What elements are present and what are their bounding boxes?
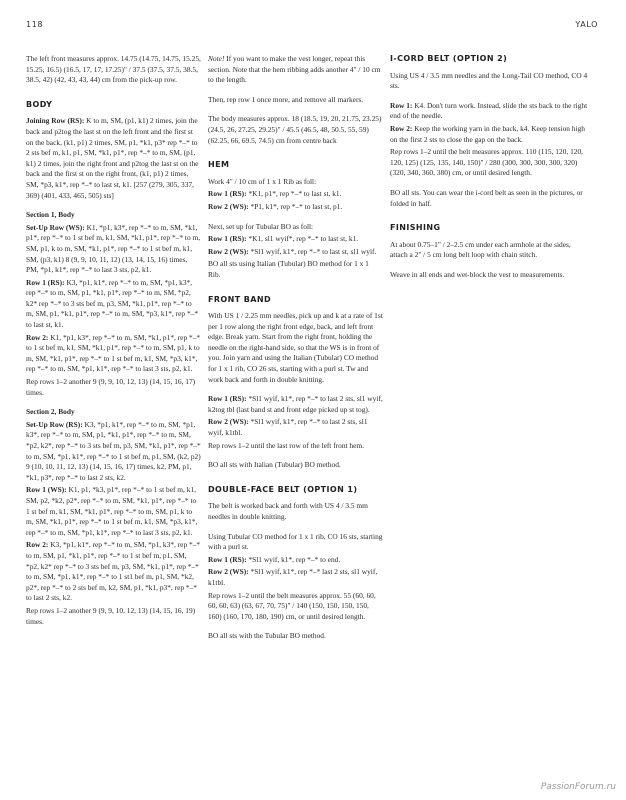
- double-face-belt-heading: DOUBLE-FACE BELT (OPTION 1): [208, 484, 358, 494]
- row-text: K3, *p1, k1*, rep *–* to m, SM, *p1, k3*, rep *–* to m, SM, p1, *k1, p1*, rep *–* to 1 st bef m, p1, SM, *p2, k2* rep *–* to 3 sts bef m, p3, SM, *k1, p1*, rep *–* to m, SM, *p1, k1*, rep *–* to 1 st1 bef m, p1, SM, *k2, p2*, rep *–* to 2 sts bef m, k2, SM, p1, *k1, p3*, rep *–* to last 2 sts, k2.: [26, 540, 201, 603]
- joining-row: [26, 116, 201, 201]
- section-1-heading: Section 1, Body: [26, 210, 75, 220]
- front-band-text: With US 1 / 2.25 mm needles, pick up and k at a rate of 1st per 1 row along the right front edge, back, and left front edge. Break yarn. Start from the right front, holding the needle on the right-hand side, so that the WS is in front of you. Join yarn and using the Italian (Tubular) CO method for 1 x 1 rib, CO 26 sts, starting with a purl st. Tw and work back and forth in double knitting.: [208, 311, 383, 384]
- row-label: Row 2:: [26, 332, 49, 342]
- row-label: Row 2:: [26, 540, 49, 550]
- left-front-measure: The left front measures approx. 14.75 (14.75, 14.75, 15.25, 15.25, 16.5) (16.5, 17, 17, 17.25)" / 37.5 (37.5, 37.5, 38.5, 38.5, 42) (42, 43, 43, 44) cm from the pick-up row.: [26, 54, 201, 85]
- row-text: K4. Don't turn work. Instead, slide the sts back to the right end of the needle.: [390, 100, 588, 121]
- s1-row-2: [26, 333, 201, 375]
- finishing-text: At about 0.75–1" / 2–2.5 cm under each armhole at the sides, attach a 2" / 5 cm long belt loop with chain stitch.: [390, 239, 571, 260]
- page-number: 118: [26, 20, 44, 29]
- s2-row-2: [26, 540, 201, 604]
- s1-repeat: Rep rows 1–2 another 9 (9, 9, 10, 12, 13) (14, 15, 16, 17) times.: [26, 377, 196, 397]
- ic-repeat: Rep rows 1–2 until the belt measures approx. 110 (115, 120, 120, 120, 125) (125, 135, 140, 150)" / 280 (300, 300, 300, 300, 320) (320, 340, 360, 380) cm, or until desired length.: [390, 147, 584, 178]
- column-2: [208, 54, 383, 651]
- row-label: Row 1 (RS):: [26, 277, 65, 287]
- book-title: YALO: [575, 20, 598, 29]
- front-band-heading: FRONT BAND: [208, 294, 271, 304]
- tubular-bo: BO all sts using Italian (Tubular) BO method for 1 x 1 Rib.: [208, 259, 369, 279]
- tubular-row-2: [208, 247, 383, 258]
- row-label: Row 1:: [390, 100, 413, 110]
- dfb-co: Using Tubular CO method for 1 x 1 rib, CO 16 sts, starting with a purl st.: [208, 531, 383, 552]
- body-measure: The body measures approx. 18 (18.5, 19, 20, 21.75, 23.25) (24.5, 26, 27.25, 29.25)" / 45.5 (46.5, 48, 50.5, 55, 59) (62.25, 66, 69.5, 74.5) cm from centre back: [208, 114, 382, 145]
- note: [208, 54, 383, 86]
- hem-intro: Work 4" / 10 cm of 1 x 1 Rib as foll:: [208, 176, 317, 186]
- finishing-weave: Weave in all ends and wet-block the vest to measurements.: [390, 269, 565, 279]
- row-label: Row 1 (RS):: [208, 394, 247, 404]
- ic-row-2: [390, 124, 590, 145]
- fb-repeat: Rep rows 1–2 until the last row of the left front hem.: [208, 440, 364, 450]
- note-label: Note!: [208, 54, 225, 63]
- ic-bo: BO all sts. You can wear the i-cord belt as seen in the pictures, or folded in half.: [390, 187, 583, 208]
- hem-row-2: [208, 202, 383, 213]
- dfb-repeat: Rep rows 1–2 until the belt measures approx. 55 (60, 60, 60, 60, 63) (63, 67, 70, 75)" / 140 (150, 150, 150, 150, 160) (160, 170, 180, 190) cm, or until desired length.: [208, 590, 376, 621]
- row-text: K3, *p1, k1*, rep *–* to m, SM, *p1, k3*, rep *–* to m, SM, p1, *k1, p1*, rep *–* to m, SM, *p2, k2*, rep *–* to 3 sts bef m, p3, SM, *k1, p1*, rep *–* to m, SM, *p1, k1*, rep *–* to 1 st bef m, p1, SM, (k2, p2) 9 (10, 10, 11, 12, 13) (14, 15, 16, 17) times, k2, PM, p1, *k1, p3*, rep *–* to last 2 sts, k2.: [26, 419, 201, 482]
- s2-repeat: Rep rows 1–2 another 9 (9, 9, 10, 12, 13) (14, 15, 16, 19) times.: [26, 605, 196, 626]
- fb-row-2: [208, 417, 383, 438]
- row-text: *Sl1 wyif, k1*, rep *–* to last 2 sts, sl1 wyif, k2tog tbl (last band st and front edge picked up st tog).: [208, 394, 383, 414]
- row-label: Row 1 (WS):: [26, 485, 67, 495]
- column-1: [26, 54, 201, 636]
- finishing-heading: FINISHING: [390, 223, 441, 233]
- row-label: Joining Row (RS):: [26, 116, 85, 126]
- row-label: Set-Up Row (RS):: [26, 419, 83, 429]
- tubular-intro: Next, set up for Tubular BO as foll:: [208, 221, 314, 231]
- row-label: Row 1 (RS):: [208, 554, 247, 564]
- row-text: K1, *p1, k3*, rep *–* to m, SM, *k1, p1*, rep *–* to 1 st bef m, k1, SM, *k1, p1*, rep *–* to m, SM, p1, k to m, SM, *k1, p1*, rep *–* to 1 st bef m, k1, SM, (p3, k1) 8 (9, 9, 10, 11, 12) (13, 14, 15, 16) times, PM, *p1, k1*, rep *–* to last 3 sts, p2, k1.: [26, 222, 201, 275]
- then-text: Then, rep row 1 once more, and remove all markers.: [208, 94, 364, 104]
- hem-row-1: [208, 189, 383, 200]
- s1-row-1: [26, 278, 201, 331]
- row-label: Row 2:: [390, 123, 413, 133]
- tubular-row-1: [208, 234, 383, 245]
- row-label: Row 2 (WS):: [208, 417, 249, 427]
- row-text: *K1, p1*, rep *–* to last st, k1.: [246, 189, 342, 199]
- s1-setup-row: [26, 223, 201, 276]
- row-text: K3, *p1, k1*, rep *–* to m, SM, *p1, k3*, rep *–* to m, SM, p1, *k1, p1*, rep *–* to m, SM, *p2, k2* rep *–* to 3 sts bef m, p3, SM, *k1, p1*, rep *–* to m, SM, p1, *k1, p1*, rep *–* to m, SM, *p3, k1*, rep *–* to last st, k1.: [26, 277, 199, 330]
- row-text: *Sl1 wyif, k1*, rep *–* to last st, sl1 wyif.: [248, 246, 377, 256]
- row-text: *K1, sl1 wyif*, rep *–* to last st, k1.: [246, 234, 359, 244]
- row-label: Set-Up Row (WS):: [26, 222, 85, 232]
- row-label: Row 1 (RS):: [208, 189, 247, 199]
- body-heading: BODY: [26, 99, 53, 109]
- row-label: Row 2 (WS):: [208, 567, 249, 577]
- section-2-heading: Section 2, Body: [26, 407, 75, 417]
- s2-setup-row: [26, 420, 201, 484]
- fb-row-1: [208, 394, 383, 415]
- dfb-intro: The belt is worked back and forth with US 4 / 3.5 mm needles in double knitting.: [208, 501, 368, 521]
- hem-heading: HEM: [208, 160, 230, 170]
- row-text: K to m, SM, (p1, k1) 2 times, join the back and p2tog the last st on the left front and the first st on the back, (k1, p1) 2 times, SM, p1, *k1, p3* rep *–* to 2 sts bef m, k1, p1, SM, *k1, p1*, rep *–* to m, SM, (p1, k1) 2 times, join the right front and p2tog the last st on the back and the first st on the right front, (k1, p1) 2 times, SM, *p3, k1*, rep *–* to last st, k1. [257 (279, 305, 337, 369) (401, 433, 465, 505) sts]: [26, 116, 199, 200]
- row-text: *Sl1 wyif, k1*, rep *–* to last 2 sts, sl1 wyif, k1tbl.: [208, 417, 368, 438]
- row-text: K1, *p1, k3*, rep *–* to m, SM, *k1, p1*, rep *–* to 1 st bef m, k1, SM, *k1, p1*, rep *–* to m, SM, p1, k to m, SM, *k1, p1*, rep *–* to 1 st bef m, k1, SM, *p3, k1*, rep *–* to m, SM, *p1, k1*, rep *–* to last 3 sts, p2, k1.: [26, 332, 201, 374]
- row-text: *P1, k1*, rep *–* to last st, p1.: [248, 201, 343, 211]
- note-text: If you want to make the vest longer, repeat this section. Note that the hem ribbing adds another 4" / 10 cm to the length.: [208, 54, 381, 85]
- dfb-bo: BO all sts with the Tubular BO method.: [208, 631, 326, 641]
- s2-row-1: [26, 485, 201, 538]
- ic-row-1: [390, 101, 590, 122]
- row-label: Row 2 (WS):: [208, 246, 249, 256]
- row-text: Keep the working yarn in the back, k4. Keep tension high on the first 2 sts to close the gap on the back.: [390, 123, 585, 144]
- icord-belt-heading: I-CORD BELT (OPTION 2): [390, 54, 508, 63]
- row-text: *Sl1 wyif, k1*, rep *–* last 2 sts, sl1 wyif, k1tbl.: [208, 567, 378, 587]
- column-3: [390, 54, 590, 290]
- row-text: K1, p1, *k3, p1*, rep *–* to 1 st bef m, k1, SM, p2, *k2, p2*, rep *–* to m, SM, *k1, p1*, rep *–* to 1 st bef m, k1, SM, *k1, p1*, rep *–* to m, SM, p1, k to m, SM, *k1, p1*, rep *–* to 1 st bef m, k1, SM, *p3, k1*, rep *–* to m, SM, *p1, k1*, rep *–* to last 3 sts, p2, k1.: [26, 485, 198, 537]
- dfb-row-2: [208, 567, 383, 588]
- row-label: Row 1 (RS):: [208, 234, 247, 244]
- row-label: Row 2 (WS):: [208, 201, 249, 211]
- icord-intro: Using US 4 / 3.5 mm needles and the Long-Tail CO method, CO 4 sts.: [390, 70, 588, 91]
- row-text: *Sl1 wyif, k1*, rep *–* to end.: [246, 554, 341, 564]
- fb-bo: BO all sts with Italian (Tubular) BO method.: [208, 460, 341, 470]
- dfb-row-1: [208, 555, 383, 566]
- watermark: PassionForum.ru: [540, 782, 616, 792]
